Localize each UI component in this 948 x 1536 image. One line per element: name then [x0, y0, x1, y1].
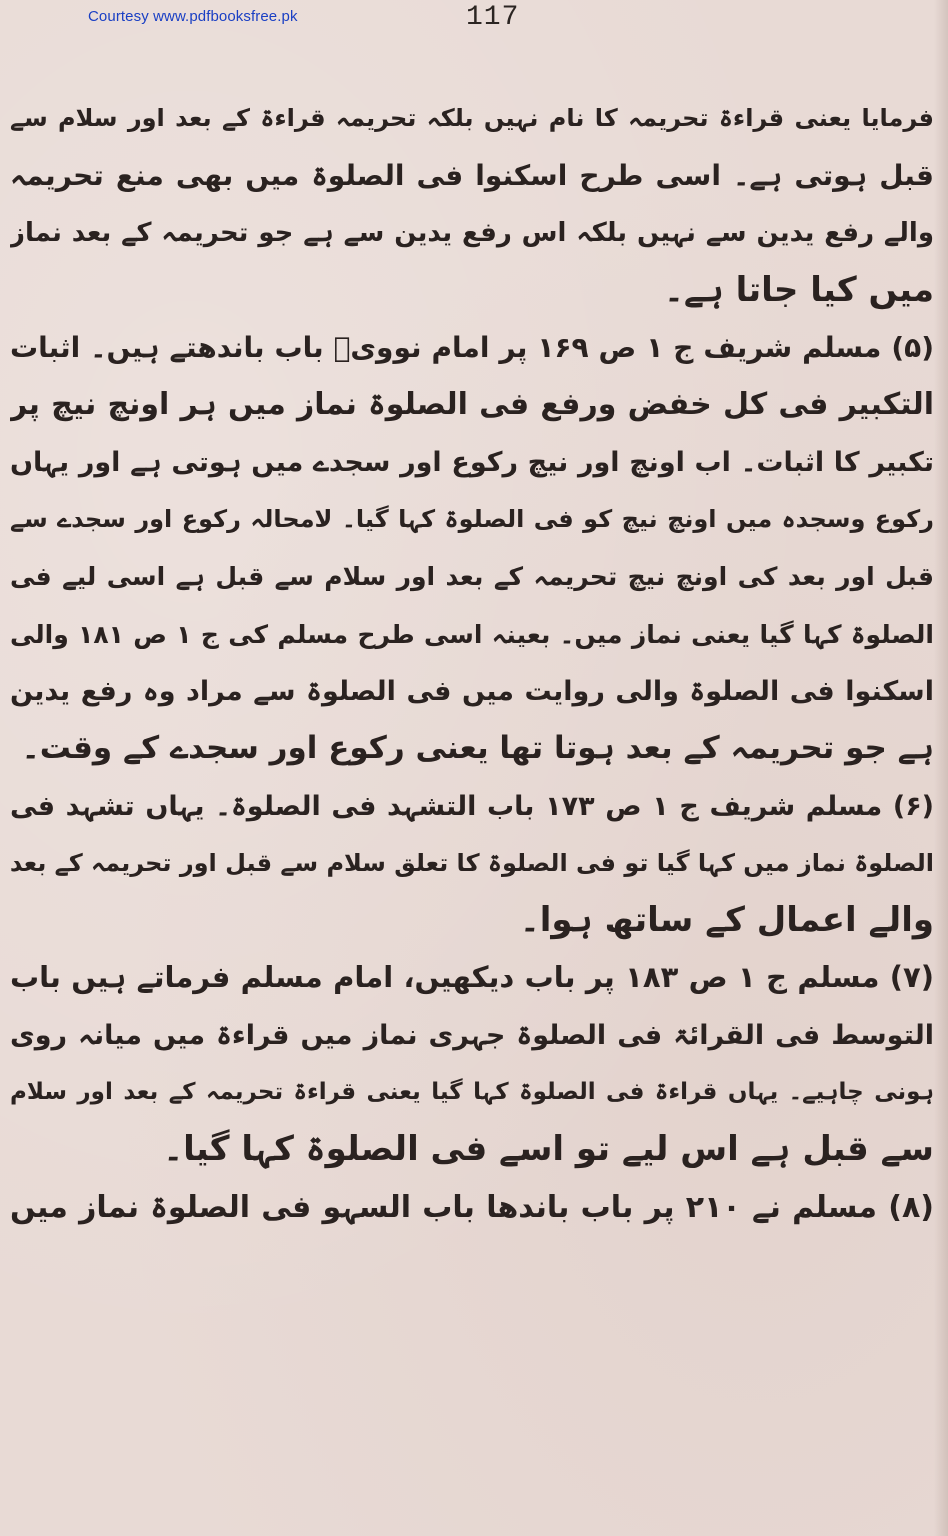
text-line: (۵) مسلم شریف ج ۱ ص ۱۶۹ پر امام نوویؒ باب باندھتے ہیں۔ اثبات — [10, 331, 934, 365]
urdu-body-text — [10, 90, 934, 1236]
text-line: والے رفع یدین سے نہیں بلکہ اس رفع یدین سے ہے جو تحریمہ کے بعد نماز — [10, 217, 934, 248]
text-line: والے اعمال کے ساتھ ہوا۔ — [519, 900, 934, 941]
text-line: ہونی چاہیے۔ یہاں قراءۃ فی الصلوۃ کہا گیا یعنی قراءۃ تحریمہ کے بعد اور سلام — [10, 1079, 934, 1106]
page-number: 117 — [466, 2, 520, 33]
text-line: الصلوۃ کہا گیا یعنی نماز میں۔ بعینہ اسی طرح مسلم کی ج ۱ ص ۱۸۱ والی — [10, 619, 934, 649]
text-line: التکبیر فی کل خفض ورفع فی الصلوۃ نماز میں ہر اونچ نیچ پر — [10, 387, 934, 423]
text-line: سے قبل ہے اس لیے تو اسے فی الصلوۃ کہا گیا۔ — [163, 1129, 934, 1170]
page-edge-shadow — [934, 0, 948, 1536]
text-line: (۶) مسلم شریف ج ۱ ص ۱۷۳ باب التشہد فی الصلوۃ۔ یہاں تشہد فی — [10, 790, 934, 822]
text-line: قبل ہوتی ہے۔ اسی طرح اسکنوا فی الصلوۃ میں بھی منع تحریمہ — [10, 159, 934, 193]
text-line: (۷) مسلم ج ۱ ص ۱۸۳ پر باب دیکھیں، امام مسلم فرماتے ہیں باب — [10, 960, 934, 995]
text-line: اسکنوا فی الصلوۃ والی روایت میں فی الصلوۃ سے مراد وہ رفع یدین — [10, 675, 934, 707]
text-line: قبل اور بعد کی اونچ نیچ تحریمہ کے بعد اور سلام سے قبل ہے اسی لیے فی — [10, 562, 934, 592]
courtesy-watermark[interactable]: Courtesy www.pdfbooksfree.pk — [88, 8, 298, 25]
text-line: تکبیر کا اثبات۔ اب اونچ اور نیچ رکوع اور سجدے میں ہوتی ہے اور یہاں — [10, 446, 934, 478]
text-line: (۸) مسلم نے ۲۱۰ پر باب باندھا باب السہو فی الصلوۃ نماز میں — [10, 1189, 934, 1225]
text-line: التوسط فی القرائۃ فی الصلوۃ جہری نماز میں قراءۃ میں میانہ روی — [10, 1019, 934, 1051]
text-line: میں کیا جاتا ہے۔ — [663, 269, 934, 310]
text-line: ہے جو تحریمہ کے بعد ہوتا تھا یعنی رکوع اور سجدے کے وقت۔ — [21, 730, 934, 767]
text-line: فرمایا یعنی قراءۃ تحریمہ کا نام نہیں بلکہ تحریمہ قراءۃ کے بعد اور سلام سے — [10, 104, 934, 132]
text-line: الصلوۃ نماز میں کہا گیا تو فی الصلوۃ کا تعلق سلام سے قبل اور تحریمہ کے بعد — [10, 848, 934, 877]
text-line: رکوع وسجدہ میں اونچ نیچ کو فی الصلوۃ کہا گیا۔ لامحالہ رکوع اور سجدے سے — [10, 505, 934, 534]
